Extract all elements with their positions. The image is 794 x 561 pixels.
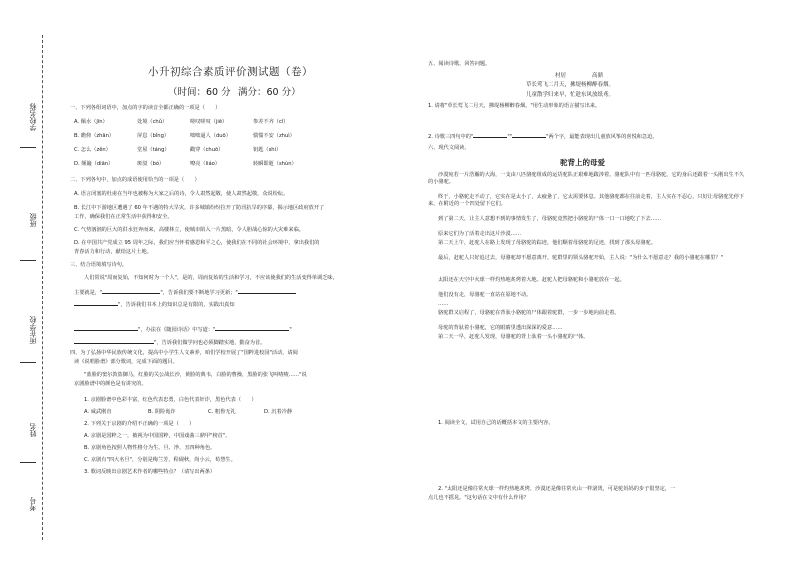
q4-sub-2: 2. 下列关于京剧的介绍不正确的一项是（ ） bbox=[84, 421, 195, 427]
poem-line: 草长莺飞二月天，拂堤杨柳醉春烟。 bbox=[526, 82, 615, 88]
q4-sub-2-a: A. 京剧是国粹之一，被视为中国国粹，中国戏曲三鼎甲"榜首"。 bbox=[84, 433, 231, 439]
binding-label-exam-no: 考号 bbox=[29, 497, 37, 511]
q4-sub-1: 1. 京剧脸谱中色彩丰富，红色代表忠勇，白色代表奸诈，黑色代表（ ） bbox=[84, 397, 257, 403]
q1-option: 转瞬即逝（shùn） bbox=[253, 161, 297, 167]
article-title: 驼背上的母爱 bbox=[560, 158, 605, 167]
q6-sub-1: 1. 阅读全文，试用自己的话概括本文的主要内容。 bbox=[438, 420, 554, 426]
q4-sub-1-option: D. 沉着冷静 bbox=[264, 409, 293, 415]
q4-sub-2-c: C. 京剧有"四大名旦"，分别是梅兰芳，程砚秋，尚小云，荀慧生。 bbox=[84, 457, 236, 463]
q3-line2c: " bbox=[289, 327, 292, 333]
article-paragraph: 终于，小骆驼走不动了，它实在是太小了，太疲惫了，它太需要休息。其他骆驼都在往前走着，主人实在不忍心，只好让母骆驼先停下来，在附近的一个凹处留下它们。 bbox=[428, 194, 745, 208]
q3-fill-row-1 bbox=[74, 288, 296, 296]
q4-sub-2-b: B. 京剧角色按照人物性格分为生、旦、净、丑四种角色。 bbox=[84, 445, 216, 451]
article-paragraph: 沙漠宛若一片浩瀚的大海，一支由八匹骆驼组成的运货驼队正艰难地跋涉着。骆驼队中有一匹母骆驼，它的身后还跟着一头刚出生不久的小骆驼。 bbox=[428, 172, 745, 186]
q5-blank[interactable] bbox=[473, 132, 507, 138]
q1-option: B. 瞻仰（zhān） bbox=[74, 133, 115, 139]
q3-fill-row-4 bbox=[74, 338, 265, 346]
article-paragraph: 最后，赶驼人只好追过去，母骆驼却不愿意离开。驼群里的领头骆驼开始，主人说："为什么不愿意走？我的小骆驼在哪里？" bbox=[438, 255, 723, 261]
q3-fill-row-2 bbox=[74, 300, 235, 308]
q3-line3: "，告诉我们做学问也必须脚踏实地，勤奋为首。 bbox=[154, 340, 266, 346]
binding-label-class: 班级 bbox=[29, 213, 37, 227]
question-4-cont: 读《说唱脸谱》部分歌词，完成下面的题目。 bbox=[74, 359, 178, 365]
question-6: 六、现代文阅读。 bbox=[428, 145, 470, 151]
binding-label-name2: 姓名 bbox=[29, 423, 37, 437]
article-paragraph: 太阳还在天空中火球一样灼热地炙烤着大地。赶驼人把母骆驼和小骆驼放在一起。 bbox=[438, 277, 625, 283]
gutter-underline bbox=[20, 362, 36, 363]
q1-option: 堂屋（táng） bbox=[137, 147, 170, 153]
q2-option-b-cont: 工作，确保我们在正常生活中获得和安全。 bbox=[74, 214, 173, 220]
q5-blank[interactable] bbox=[512, 132, 546, 138]
q2-option-b: B. 长江中下游地区遭遇了 60 年不遇的特大旱灾，许多城镇纷纷拉开了防汛抗旱的序幕，揭示地区政府放开了 bbox=[74, 205, 325, 211]
q1-option: 惴惴不安（zhuì） bbox=[253, 133, 295, 139]
q5-sub-2-mid: "" bbox=[507, 134, 513, 140]
q5-sub-2-prefix: 2. 诗歌三四句中的" bbox=[428, 134, 474, 140]
q4-sub-3: 3. 歌词反映出京剧艺术作者的哪些特点？（请写出两条） bbox=[84, 469, 216, 475]
question-4: 四、为了弘扬中华民族传统文化，提高中小学生人文素养，咱们学校开展了"国粹进校园"活动，请阅 bbox=[70, 350, 298, 356]
question-3: 三、结合语境填写诗句。 bbox=[70, 262, 128, 268]
exam-score: 满分：60 分） bbox=[238, 87, 301, 98]
q1-option: 处境（chǔ） bbox=[137, 119, 168, 125]
binding-label-school: 学校名称 bbox=[29, 103, 37, 131]
q1-option: 钥匙（shi） bbox=[253, 147, 282, 153]
binding-line bbox=[42, 35, 43, 540]
q4-sub-1-option: C. 粗鲁无礼 bbox=[208, 409, 236, 415]
q3-text: 人们常说"周而复始，不知何时为一个人"，是的，周而复始的生活和学习，不应该使我们的生活变得单调乏味， bbox=[84, 275, 338, 281]
article-paragraph: 第二天一早，赶驼人发现，母骆驼的背上驮着一头小骆驼的尸体。 bbox=[438, 334, 589, 340]
q4-sub-1-option: B. 阴险诡诈 bbox=[148, 409, 176, 415]
q4-lyric-cont: 京剧脸谱中的颜色是有讲究的。 bbox=[74, 381, 147, 387]
q3-blank[interactable] bbox=[215, 325, 292, 333]
q3-mid: "，告诉我们要不断地学习更新；" bbox=[160, 290, 238, 296]
q3-fill-row-3 bbox=[74, 325, 292, 333]
q5-sub-2-suffix: "两个字，最能表现出儿童放风筝的喜悦和急迫。 bbox=[546, 134, 658, 140]
gutter-underline bbox=[20, 147, 36, 148]
q4-lyric: "蓝脸的窦尔敦盗御马，红脸的关公战长沙，黄脸的典韦，白脸的曹操，黑脸的张飞叫喳喳……"说 bbox=[84, 372, 307, 378]
q4-sub-1-option: A. 威武刚直 bbox=[84, 409, 112, 415]
article-paragraph: 母驼的背驮着小骆驼，它的眼睛里透出深深的爱意…… bbox=[438, 325, 563, 331]
page-title: 小升初综合素质评价测试题（卷） bbox=[148, 66, 313, 78]
q2-option-c: C. 气势汹汹的巨大的洪水狂奔而来，高楼林立，使城市陷入一片黑暗，令人胆战心惊的大灾难来临。 bbox=[74, 227, 304, 233]
q1-option: 嗟叹嗟叹（jiē） bbox=[190, 119, 228, 125]
gutter-underline bbox=[20, 462, 36, 463]
exam-time: （时间：60 分 bbox=[168, 87, 231, 98]
article-paragraph: 第二天上午，赶驼人在路上发现了母骆驼的踪迹，他们顺着母骆驼的足迹，找到了那头母骆驼。 bbox=[438, 240, 656, 246]
q2-option-d: D. 在中国共产党成立 95 周年之际，我们应当怀着感恩和平之心，使我们在不同的社会环境中，拿出我们的 bbox=[74, 240, 320, 246]
q2-option-a: A. 语言闭塞的杜甫在当年也被称为大家之后的诗，令人肃然起敬，使人肃然起敬，众说纷纭。 bbox=[74, 191, 289, 197]
article-paragraph: 骆驼群又启程了，母骆驼在背驮小骆驼的尸体跟着驼群，一步一步地向前走着。 bbox=[438, 310, 620, 316]
q3-line2b: "，办法在《随园诗话》中写道：" bbox=[138, 327, 216, 333]
q1-option: D. 颠簸（diān） bbox=[74, 161, 114, 167]
q1-option: A. 佩水（jīn） bbox=[74, 119, 108, 125]
q1-option: 参差不齐（cī） bbox=[253, 119, 289, 125]
q5-sub-1: 1. 请将"草长莺飞二月天，拂堤杨柳醉春烟。"用生动形象的语言描写出来。 bbox=[428, 103, 601, 109]
question-5: 五、阅读诗歌，回答问题。 bbox=[428, 61, 491, 67]
question-2: 二、下列各句中，加点的成语使用恰当的一项是（ ） bbox=[70, 177, 200, 183]
q3-text4: "，告诉我们书本上的知识总是有限的，实践出真知 bbox=[118, 302, 235, 308]
q3-blank[interactable] bbox=[102, 288, 160, 294]
q1-option: C. 怎么（zěn） bbox=[74, 147, 111, 153]
q3-blank[interactable] bbox=[74, 300, 118, 306]
q1-option: 斑驳（bó） bbox=[137, 161, 165, 167]
q3-prefix: 主要就是，" bbox=[74, 290, 103, 296]
q2-option-d-cont: 青春活力和行动，献给这片土地。 bbox=[74, 249, 152, 255]
q3-blank[interactable] bbox=[74, 325, 138, 331]
q1-option: 戳穿（chuō） bbox=[190, 147, 224, 153]
article-paragraph: 他们没有走，母骆驼一直站在原地不动。 bbox=[438, 292, 532, 298]
question-1: 一、下列各组词语中，加点的字的读音全都正确的一项是（ ） bbox=[70, 105, 221, 111]
q5-sub-2 bbox=[428, 132, 657, 140]
poem-line: 儿童散学归来早，忙趁东风放纸鸢。 bbox=[526, 92, 615, 98]
q6-sub-2: 2. "太阳还是像往常火球一样灼热地炙烤，沙漠还是像往常火山一样滚烫，可是驼妈妈的步子很坚定，一 bbox=[438, 486, 676, 492]
q1-option: 嘹亮（liáo） bbox=[190, 161, 220, 167]
poem-title: 村居 bbox=[555, 73, 567, 79]
article-paragraph: 原来它们为了活着走出这片沙漠…… bbox=[438, 231, 522, 237]
article-paragraph: 到了第二天，让主人意想不到的事情发生了，母骆驼竟然把小骆驼的尸体一口一口地吃了下去…… bbox=[438, 216, 662, 222]
q3-blank[interactable] bbox=[74, 338, 154, 344]
q6-sub-2-cont: 点儿也不摇晃。"这句话在文中有什么作用？ bbox=[428, 495, 529, 501]
q1-option: 咄咄逼人（duō） bbox=[190, 133, 231, 139]
q1-option: 屏息（bǐng） bbox=[137, 133, 170, 139]
binding-label-name: 所在学校 bbox=[29, 316, 37, 344]
q3-blank[interactable] bbox=[238, 288, 296, 294]
gutter-underline bbox=[20, 260, 36, 261]
article-paragraph: …… bbox=[438, 301, 449, 307]
poem-author: 高鼎 bbox=[592, 73, 604, 79]
